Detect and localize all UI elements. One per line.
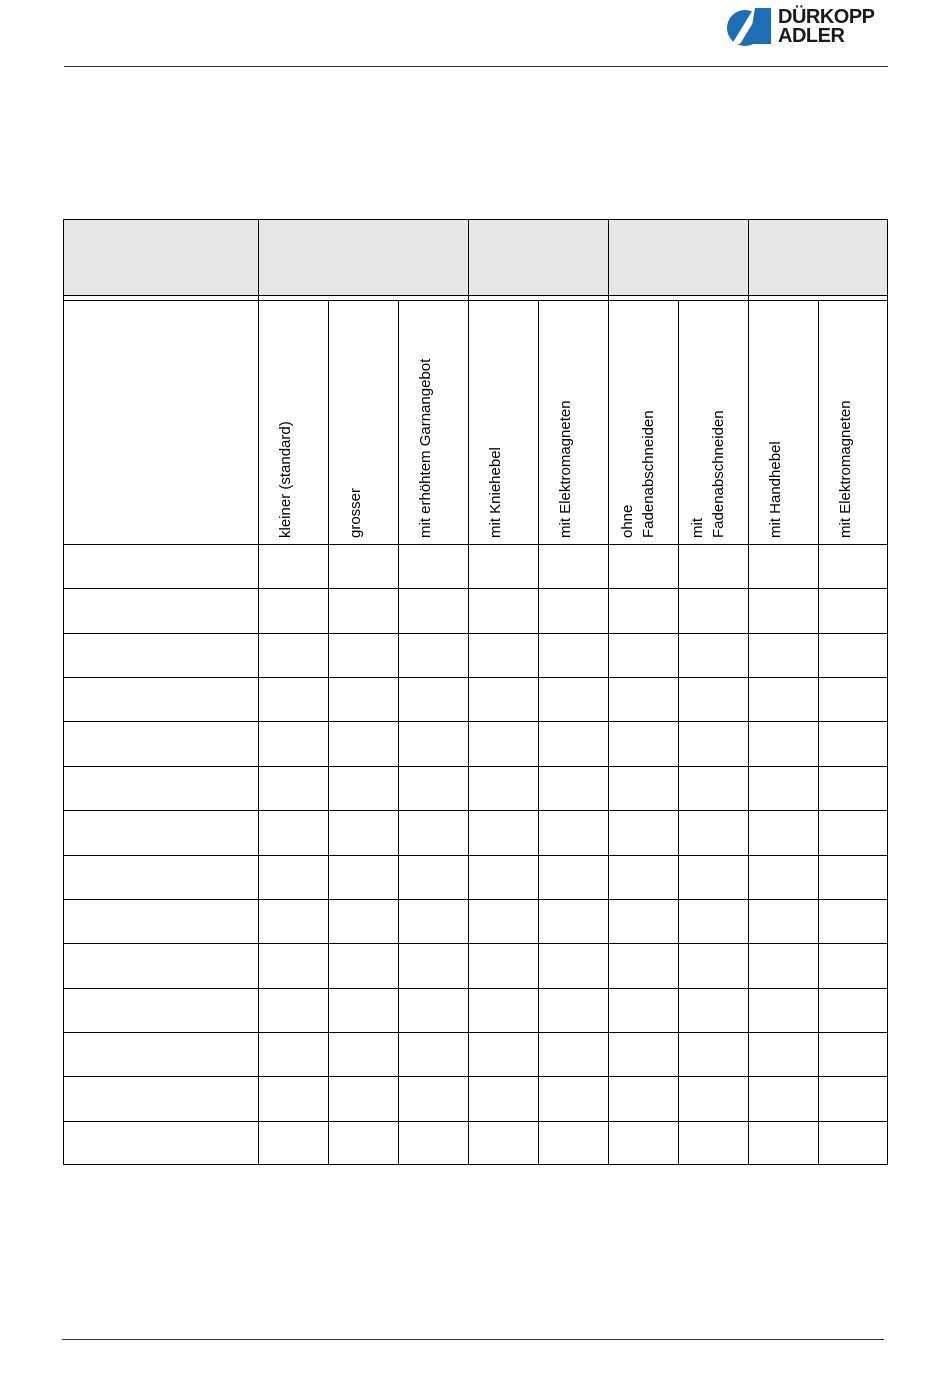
column-label: mit erhöhtem Garnangebot	[417, 358, 434, 538]
table-row	[63, 766, 888, 767]
table-row	[63, 677, 888, 678]
brand-logo	[724, 4, 894, 50]
column-label: Fadenabschneiden	[710, 410, 727, 538]
brand-name-line2: ADLER	[778, 25, 845, 47]
column-label: ohne	[619, 504, 636, 538]
table-row	[63, 810, 888, 811]
table-frame	[63, 219, 888, 1165]
column-label: Fadenabschneiden	[640, 410, 657, 538]
column-label: mit Elektromagneten	[557, 400, 574, 538]
column-label: mit Elektromagneten	[837, 400, 854, 538]
column-label: mit Kniehebel	[487, 447, 504, 538]
table-row	[63, 1076, 888, 1077]
header-rule	[64, 66, 888, 67]
footer-rule	[62, 1339, 884, 1340]
option-table	[63, 219, 888, 1165]
table-row	[63, 988, 888, 989]
table-row	[63, 588, 888, 589]
logo-mark-icon	[724, 4, 776, 48]
table-row	[63, 899, 888, 900]
table-row	[63, 1121, 888, 1122]
column-label: mit Handhebel	[767, 441, 784, 538]
table-row	[63, 1032, 888, 1033]
table-row	[63, 855, 888, 856]
table-row	[63, 633, 888, 634]
table-row	[63, 721, 888, 722]
column-label: kleiner (standard)	[277, 421, 294, 538]
column-label: mit	[689, 518, 706, 538]
table-row	[63, 544, 888, 545]
column-label: grosser	[347, 487, 364, 538]
brand-name-line1: DÜRKOPP	[778, 6, 875, 28]
table-row	[63, 943, 888, 944]
